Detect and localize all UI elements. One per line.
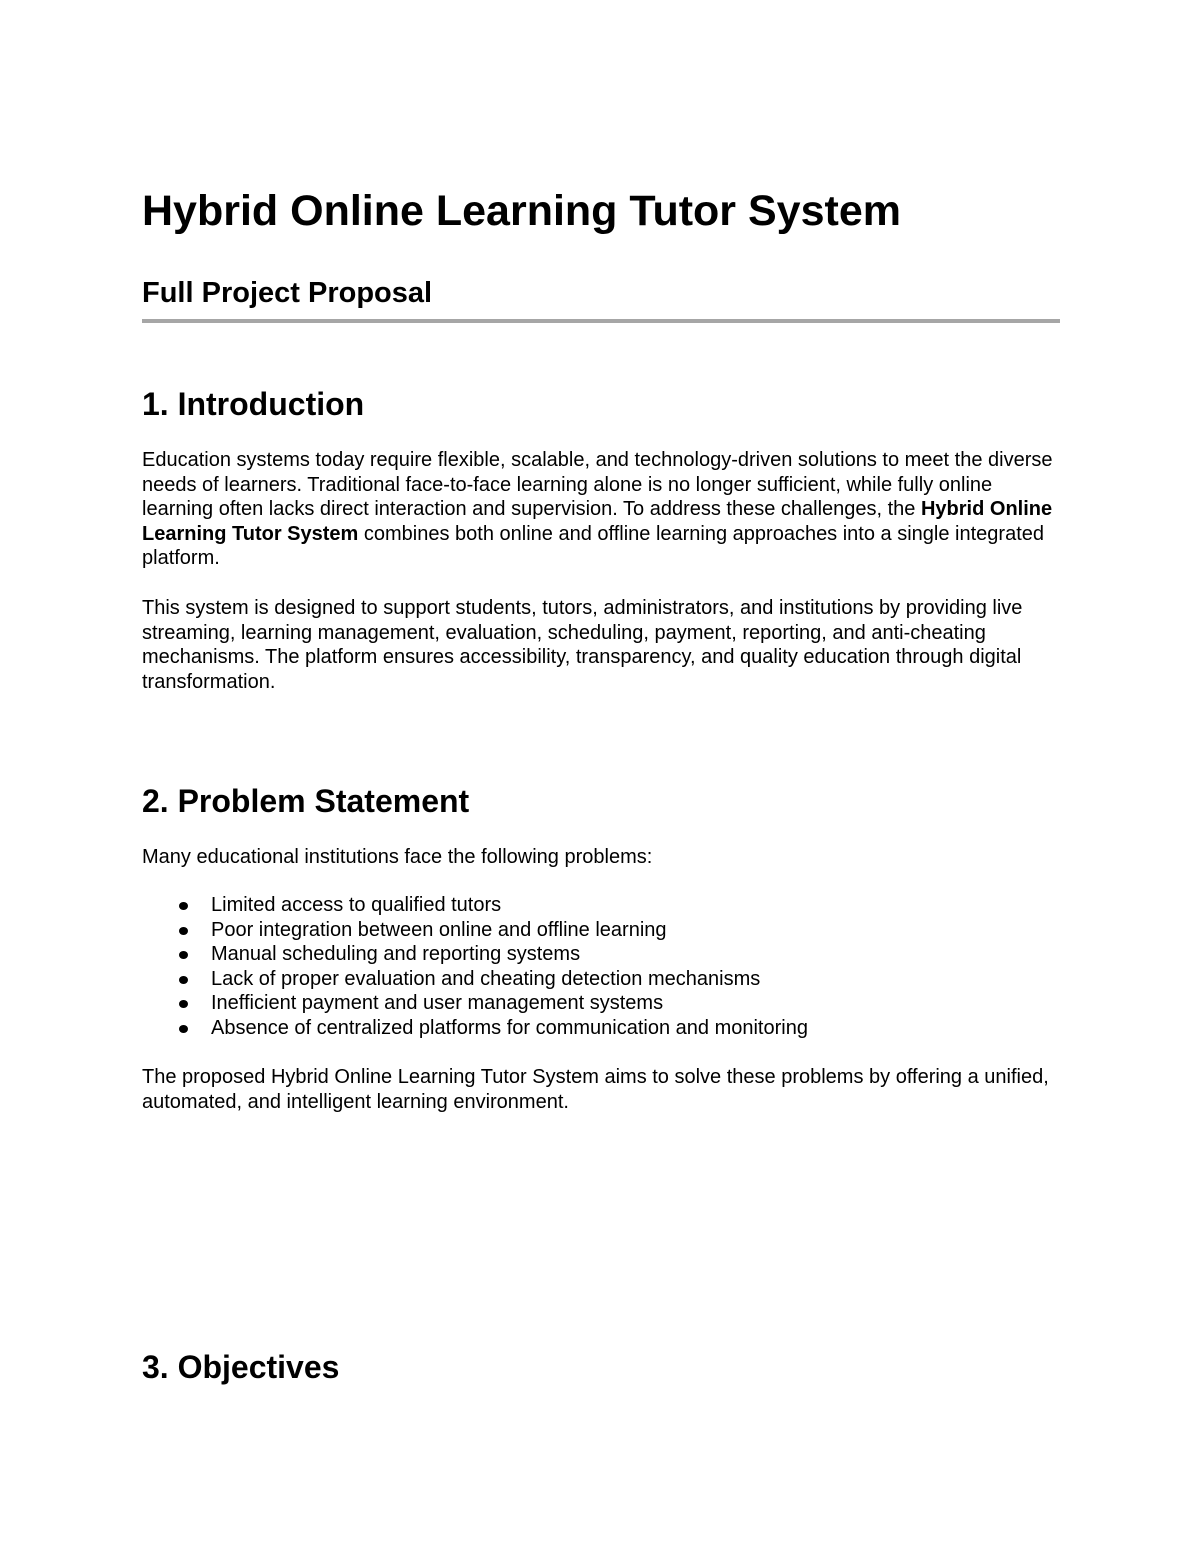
system-name-emphasis: Hybrid Online Learning Tutor System: [142, 498, 1053, 545]
problem-statement-heading: 2. Problem Statement: [142, 783, 470, 819]
problem-list: [142, 893, 808, 1041]
problem-list-item-text: Absence of centralized platforms for communication and monitoring: [211, 1016, 808, 1039]
introduction-paragraph-1-text-b: combines both online and offline learning approaches into a single integrated platform.: [142, 522, 1044, 570]
problem-list-item-text: Inefficient payment and user management systems: [211, 992, 664, 1015]
problem-list-item: [142, 942, 808, 967]
objectives-heading: 3. Objectives: [142, 1349, 340, 1385]
problem-list-item-text: Poor integration between online and offline learning: [211, 918, 667, 941]
introduction-paragraph-1: [142, 448, 1060, 571]
bullet-icon: [179, 1025, 188, 1033]
document-subtitle: Full Project Proposal: [142, 277, 433, 309]
document-title: Hybrid Online Learning Tutor System: [142, 187, 901, 235]
bullet-icon: [179, 902, 188, 910]
bullet-icon: [179, 976, 188, 984]
introduction-paragraph-2: This system is designed to support students, tutors, administrators, and institutions by providing live streaming, learning management, evaluation, scheduling, payment, reporting, and anti-cheating mechanisms. The platform ensures accessibility, transparency, and quality education through digital transformation.: [142, 597, 1023, 693]
problem-statement-conclusion: The proposed Hybrid Online Learning Tutor System aims to solve these problems by offering a unified, automated, and intelligent learning environment.: [142, 1066, 1049, 1113]
problem-list-item: [142, 918, 808, 943]
bullet-icon: [179, 1000, 188, 1008]
bullet-icon: [179, 927, 188, 935]
problem-list-item-text: Manual scheduling and reporting systems: [211, 943, 581, 966]
bullet-icon: [179, 951, 188, 959]
problem-list-item: [142, 967, 808, 992]
problem-list-item: [142, 893, 808, 918]
problem-list-item: [142, 1016, 808, 1041]
introduction-heading: 1. Introduction: [142, 386, 365, 422]
problem-list-item-text: Limited access to qualified tutors: [211, 894, 502, 916]
introduction-paragraph-1-text-a: Education systems today require flexible, scalable, and technology-driven solutions to meet the diverse needs of learners. Traditional face-to-face learning alone is no longer sufficient, while fully online learning often lacks direct interaction and supervision. To address these challenges, the: [142, 449, 1053, 521]
problem-list-item-text: Lack of proper evaluation and cheating detection mechanisms: [211, 967, 761, 990]
title-divider: [142, 319, 1060, 323]
problem-statement-intro: Many educational institutions face the following problems:: [142, 846, 653, 868]
problem-list-item: [142, 991, 808, 1016]
